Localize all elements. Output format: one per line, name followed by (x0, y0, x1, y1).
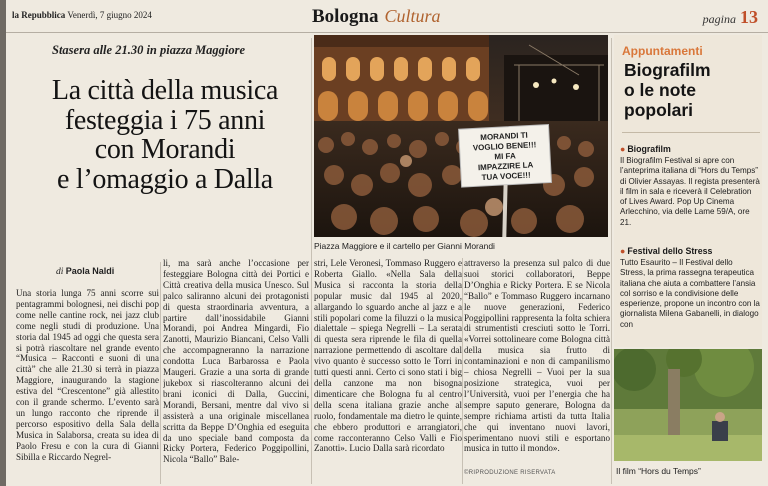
column-divider (160, 262, 161, 484)
sign-line: TUA VOCE!!! (481, 170, 531, 183)
section-header (312, 6, 441, 28)
section-city: Bologna (312, 6, 379, 27)
copyright-note: ©RIPRODUZIONE RISERVATA (464, 470, 556, 476)
sidebar-item-heading (620, 144, 671, 154)
sidebar-title-line: o le note (624, 80, 696, 100)
article-headline (20, 76, 310, 194)
issue-date: Venerdì, 7 giugno 2024 (67, 10, 152, 20)
photo-caption: Piazza Maggiore e il cartello per Gianni Morandi (314, 241, 495, 251)
byline-prefix: di (56, 267, 64, 277)
sidebar-item-text: Tutto Esaurito – Il Festival dello Stress, la prima rassegna terapeutica italiana che aiuta a combattere l’ansia col sorriso e la condivisione delle esperienze, propone un incontro con la giornalista Milena Gabanelli, in dialogo con (620, 258, 760, 329)
bullet-icon: ● (620, 246, 626, 256)
bullet-icon: ● (620, 144, 626, 154)
sidebar-divider (622, 132, 760, 133)
section-name: Cultura (384, 6, 441, 26)
masthead-divider (6, 32, 768, 33)
film-still-caption: Il film “Hors du Temps” (616, 466, 701, 476)
film-still-image (614, 349, 762, 461)
crowd-photo (314, 35, 608, 237)
sidebar-title-line: popolari (624, 100, 694, 120)
column-divider (611, 38, 612, 484)
column-divider (462, 258, 463, 484)
sidebar-title-line: Biografilm (624, 60, 711, 80)
newspaper-page (6, 0, 768, 486)
sign-line: MI FA (494, 151, 516, 162)
headline-line: e l’omaggio a Dalla (57, 163, 273, 195)
sidebar-item-heading (620, 246, 712, 256)
column-divider (311, 38, 312, 484)
sidebar-item-heading-text: Biografilm (627, 144, 671, 154)
film-still-photo (614, 349, 762, 461)
headline-line: La città della musica (51, 75, 279, 106)
sidebar-title (624, 60, 764, 120)
sidebar-kicker: Appuntamenti (622, 44, 703, 58)
sidebar-item-text: Il Biografilm Festival si apre con l’anteprima italiana di “Hors du Temps” di Olivier Assayas. Il regista presenterà il film in sala e riceverà il Celebration of Lives Award. Pop Up Cinema Arlecchino, via delle Lame 59/A, ore 21. (620, 156, 760, 227)
masthead-left (12, 10, 152, 20)
sidebar-item-heading-text: Festival dello Stress (627, 246, 713, 256)
crowd-photo-image (314, 35, 608, 237)
article-column-3: stri, Lele Veronesi, Tommaso Ruggero e Roberta Giallo. «Nella Sala della Musica si racconta la storia della popular music dal 1945 al 2020, allargando lo sguardo anche al jazz e a stili popolari come la filuzzi o la musica dialettale – spiega Negrelli – La serata di questa sera riprende le fila di quella narrazione permettendo di ascoltare dal vivo quanto è successo sotto le Torri in tutti questi anni. Certo ci sono stati i big della canzone ma non bisogna dimenticare che Bologna fu al centro della scena italiana grazie anche al ruolo, fondamentale ma dietro le quinte, che ebbero produttori e arrangiatori, come racconteranno Celso Valli e Fio Zanotti». Lucio Dalla sarà ricordato (314, 258, 462, 454)
sign-line: IMPAZZIRE LA (477, 160, 534, 173)
page-number: 13 (740, 7, 758, 27)
article-column-2: li, ma sarà anche l’occasione per festeggiare Bologna città dei Portici e Città creativa della musica Unesco. Sul palco saliranno alcuni dei protagonisti di questa straordinaria avventura, a partire dall’inossidabile Gianni Morandi, poi Andrea Mingardi, Fio Zanotti, Maurizio Biancani, Celso Valli che accompagneranno la narrazione condotta Luca Barbarossa e Paola Maugeri. Grazie a una sorta di grande jukebox si riascolteranno alcuni dei brani iconici di Dalla, Guccini, Morandi, Bersani, mentre dal vivo si assisterà a una originale miscellanea scritta da Beppe D’Onghia ed eseguita da uno speciale band composta da Ricky Portera, Federico Poggipollini, Nicola “Ballo” Bale- (163, 258, 309, 465)
headline-line: con Morandi (94, 134, 236, 165)
page-word: pagina (702, 12, 736, 26)
sign-line: VOGLIO BENE!!! (472, 140, 537, 153)
headline-line: festeggia i 75 anni (64, 104, 266, 136)
article-kicker: Stasera alle 21.30 in piazza Maggiore (52, 43, 246, 57)
page-indicator (703, 7, 758, 28)
sign-line: MORANDI TI (480, 130, 529, 143)
paper-name: la Repubblica (12, 10, 66, 20)
byline (56, 266, 114, 277)
article-column-4: attraverso la presenza sul palco di due suoi storici collaboratori, Beppe D’Onghia e Ricky Portera. E se Nicola “Ballo” e Tommaso Ruggero incarnano le nuove generazioni, Federico Poggipollini rappresenta la folta schiera di strumentisti cresciuti sotto le Torri. «Vorrei sottolineare come Bologna città della musica sia frutto di contaminazioni e non di campanilismo – chiosa Negrelli – Vuoi per la sua posizione strategica, vuoi per l’Università, vuoi per l’energia che ha sempre saputo generare, Bologna da sempre richiama artisti da tutta Italia che qui inventano nuovi lavori, sperimentano nuovi stili e esportano musica in tutto il mondo». (464, 258, 610, 454)
article-column-1: Una storia lunga 75 anni scorre sui pentagrammi bolognesi, nei dischi pop come nelle cantine rock, nei jazz club come negli studi di produzione. Una storia dal 1945 ad oggi che questa sera si potrà riascoltare nel grande evento “Musica – Racconti e suoni di una città” che alle 21.30 si terrà in piazza Maggiore, inaugurando la stagione estiva del “Crescentone” già allestito con il grande schermo. L’evento sarà un lungo racconto che riprende il percorso espositivo della Sala della Musica in Salaborsa, creata su idea di Paolo Fresu e con la cura di Gianni Sibilla e Riccardo Negrel- (16, 288, 159, 462)
author-name: Paola Naldi (65, 266, 115, 276)
